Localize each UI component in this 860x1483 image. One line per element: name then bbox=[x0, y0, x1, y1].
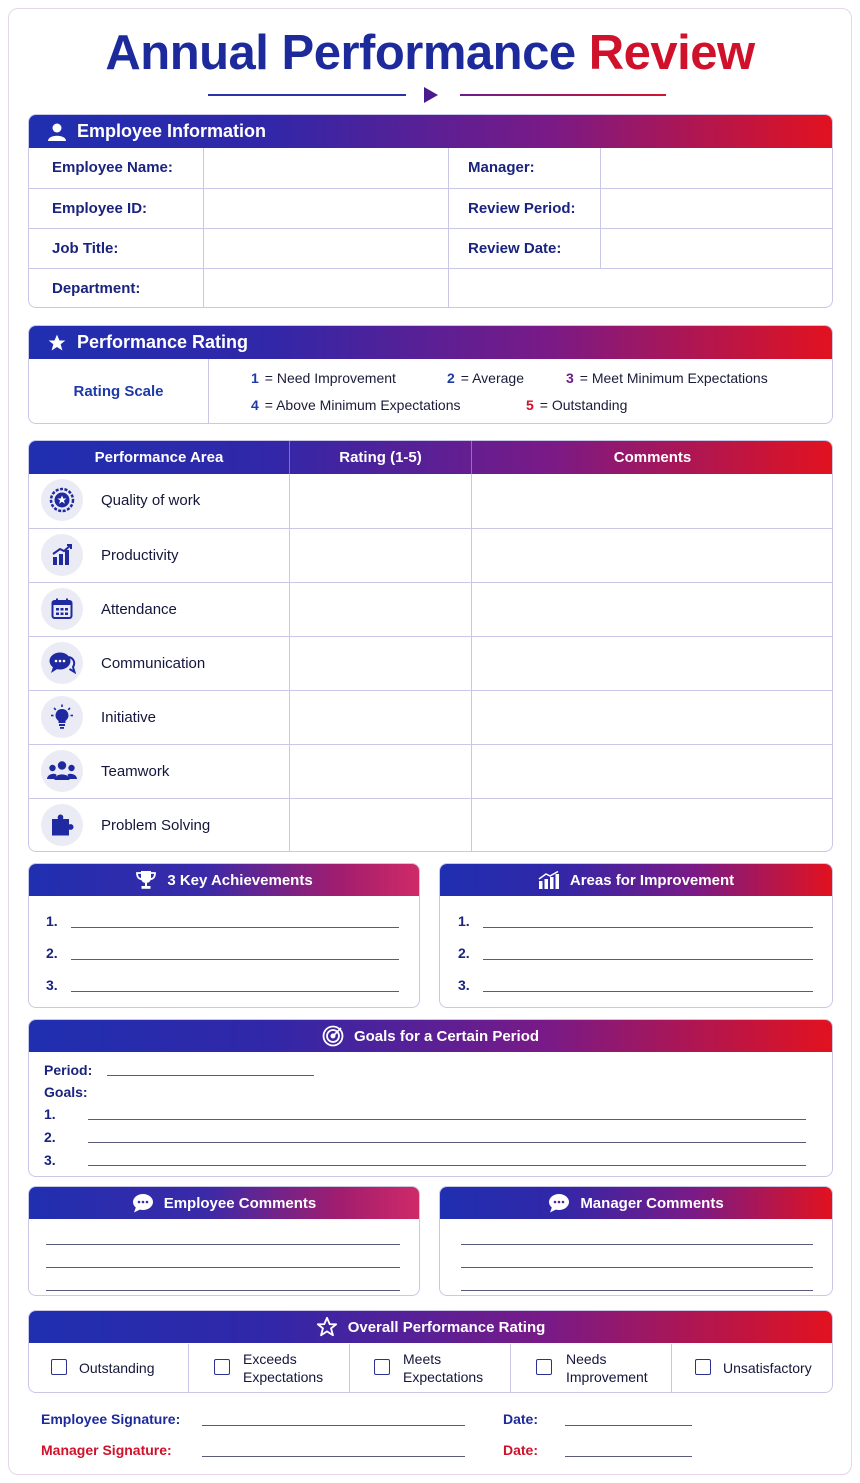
team-icon bbox=[41, 750, 83, 792]
overall-rating-header bbox=[29, 1311, 832, 1343]
employee-comment-line[interactable] bbox=[46, 1290, 400, 1291]
option-label: Exceeds bbox=[243, 1351, 297, 1367]
column-header-area: Performance Area bbox=[94, 449, 224, 466]
rating-option-outstanding[interactable] bbox=[29, 1344, 189, 1392]
achievement-line[interactable] bbox=[71, 927, 399, 928]
improvement-panel bbox=[439, 863, 833, 1008]
scale-item-3: 3 = Meet Minimum Expectations bbox=[566, 370, 768, 386]
employee-info-panel bbox=[28, 114, 833, 308]
table-row bbox=[29, 582, 833, 636]
employee-name-label: Employee Name: bbox=[52, 159, 173, 176]
checkbox[interactable] bbox=[536, 1359, 552, 1375]
manager-comment-line[interactable] bbox=[461, 1267, 813, 1268]
table-row bbox=[29, 528, 833, 582]
achievement-number: 3. bbox=[46, 977, 58, 993]
manager-comment-line[interactable] bbox=[461, 1244, 813, 1245]
area-name: Communication bbox=[101, 655, 206, 672]
table-row bbox=[29, 474, 833, 528]
area-name: Quality of work bbox=[101, 492, 201, 509]
puzzle-icon bbox=[41, 804, 83, 846]
performance-rating-panel bbox=[28, 325, 833, 424]
improvement-line[interactable] bbox=[483, 959, 813, 960]
overall-rating-title: Overall Performance Rating bbox=[347, 1318, 546, 1336]
manager-comment-line[interactable] bbox=[461, 1290, 813, 1291]
badge-star-icon bbox=[41, 479, 83, 521]
area-name: Teamwork bbox=[101, 763, 170, 780]
employee-signature-line[interactable] bbox=[202, 1425, 465, 1426]
review-period-label: Review Period: bbox=[468, 200, 576, 217]
manager-field[interactable] bbox=[601, 148, 833, 188]
employee-signature-label: Employee Signature: bbox=[41, 1411, 181, 1427]
growth-chart-icon bbox=[538, 871, 560, 889]
star-outline-icon bbox=[316, 1316, 338, 1338]
manager-comments-header bbox=[440, 1187, 832, 1219]
review-period-field[interactable] bbox=[601, 189, 833, 229]
option-label-line2: Expectations bbox=[403, 1369, 484, 1385]
employee-info-header bbox=[29, 115, 832, 148]
review-date-label: Review Date: bbox=[468, 240, 562, 257]
title-part-2: Review bbox=[588, 26, 755, 80]
period-label: Period: bbox=[44, 1062, 93, 1078]
rating-cell[interactable] bbox=[290, 583, 471, 637]
chat-bubbles-icon bbox=[41, 642, 83, 684]
option-label: Meets bbox=[403, 1351, 442, 1367]
manager-label: Manager: bbox=[468, 159, 535, 176]
area-name: Productivity bbox=[101, 547, 179, 564]
scale-item-4: 4 = Above Minimum Expectations bbox=[251, 397, 461, 413]
goal-number: 3. bbox=[44, 1152, 56, 1168]
overall-rating-panel bbox=[28, 1310, 833, 1393]
employee-date-label: Date: bbox=[503, 1411, 539, 1427]
job-title-field[interactable] bbox=[204, 229, 448, 269]
option-label: Outstanding bbox=[79, 1360, 155, 1376]
comments-cell[interactable] bbox=[472, 691, 833, 745]
improvement-number: 1. bbox=[458, 913, 470, 929]
page-title bbox=[0, 24, 860, 82]
improvement-header bbox=[440, 864, 832, 896]
checkbox[interactable] bbox=[51, 1359, 67, 1375]
employee-comments-header bbox=[29, 1187, 419, 1219]
employee-date-line[interactable] bbox=[565, 1425, 692, 1426]
goal-number: 2. bbox=[44, 1129, 56, 1145]
employee-comments-panel bbox=[28, 1186, 420, 1296]
goal-number: 1. bbox=[44, 1106, 56, 1122]
table-row bbox=[29, 798, 833, 852]
rating-cell[interactable] bbox=[290, 691, 471, 745]
title-divider bbox=[208, 86, 666, 102]
column-header-comments: Comments bbox=[471, 441, 833, 474]
employee-id-field[interactable] bbox=[204, 189, 448, 229]
table-row bbox=[29, 690, 833, 744]
table-row bbox=[29, 636, 833, 690]
achievement-line[interactable] bbox=[71, 959, 399, 960]
trophy-icon bbox=[135, 870, 157, 890]
performance-rating-header bbox=[29, 326, 832, 359]
goal-line[interactable] bbox=[88, 1119, 806, 1120]
speech-bubble-icon bbox=[132, 1193, 154, 1213]
comments-cell[interactable] bbox=[472, 529, 833, 583]
rating-option-meets[interactable] bbox=[350, 1344, 511, 1392]
employee-name-field[interactable] bbox=[204, 148, 448, 188]
improvement-line[interactable] bbox=[483, 991, 813, 992]
goals-header bbox=[29, 1020, 832, 1052]
department-field[interactable] bbox=[204, 269, 448, 308]
manager-signature-label: Manager Signature: bbox=[41, 1442, 172, 1458]
manager-comments-title: Manager Comments bbox=[580, 1194, 724, 1212]
manager-comments-panel bbox=[439, 1186, 833, 1296]
checkbox[interactable] bbox=[695, 1359, 711, 1375]
improvement-title: Areas for Improvement bbox=[569, 871, 735, 889]
option-label-line2: Improvement bbox=[566, 1369, 648, 1385]
person-icon bbox=[47, 122, 67, 142]
rating-cell[interactable] bbox=[290, 637, 471, 691]
achievement-number: 1. bbox=[46, 913, 58, 929]
goal-line[interactable] bbox=[88, 1165, 806, 1166]
comments-cell[interactable] bbox=[472, 474, 833, 528]
scale-item-2: 2 = Average bbox=[447, 370, 524, 386]
achievements-panel bbox=[28, 863, 420, 1008]
job-title-label: Job Title: bbox=[52, 240, 119, 257]
triangle-arrow-icon bbox=[424, 87, 438, 103]
area-name: Initiative bbox=[101, 709, 157, 726]
scale-item-1: 1 = Need Improvement bbox=[251, 370, 396, 386]
employee-comment-line[interactable] bbox=[46, 1267, 400, 1268]
improvement-line[interactable] bbox=[483, 927, 813, 928]
area-name: Problem Solving bbox=[101, 817, 211, 834]
column-header-rating: Rating (1-5) bbox=[289, 441, 471, 474]
checkbox[interactable] bbox=[214, 1359, 230, 1375]
employee-comment-line[interactable] bbox=[46, 1244, 400, 1245]
employee-comments-title: Employee Comments bbox=[163, 1194, 317, 1212]
table-row bbox=[29, 744, 833, 798]
goals-panel bbox=[28, 1019, 833, 1177]
lightbulb-icon bbox=[41, 696, 83, 738]
comments-cell[interactable] bbox=[472, 745, 833, 799]
speech-bubble-icon bbox=[548, 1193, 570, 1213]
rating-cell[interactable] bbox=[290, 529, 471, 583]
calendar-icon bbox=[41, 588, 83, 630]
achievement-number: 2. bbox=[46, 945, 58, 961]
option-label: Unsatisfactory bbox=[723, 1360, 812, 1376]
title-part-1: Annual Performance bbox=[105, 26, 576, 80]
manager-date-label: Date: bbox=[503, 1442, 539, 1458]
department-label: Department: bbox=[52, 280, 141, 297]
rating-cell[interactable] bbox=[290, 474, 471, 528]
rating-cell[interactable] bbox=[290, 799, 471, 852]
scale-item-5: 5 = Outstanding bbox=[526, 397, 628, 413]
period-line[interactable] bbox=[107, 1075, 314, 1076]
rating-option-needs-improvement[interactable] bbox=[511, 1344, 672, 1392]
goals-label: Goals: bbox=[44, 1084, 88, 1100]
table-header bbox=[29, 441, 833, 474]
manager-date-line[interactable] bbox=[565, 1456, 692, 1457]
improvement-number: 2. bbox=[458, 945, 470, 961]
goals-title: Goals for a Certain Period bbox=[353, 1027, 540, 1045]
review-date-field[interactable] bbox=[601, 229, 833, 269]
rating-cell[interactable] bbox=[290, 745, 471, 799]
comments-cell[interactable] bbox=[472, 799, 833, 852]
performance-areas-table bbox=[28, 440, 833, 852]
option-label: Needs bbox=[566, 1351, 607, 1367]
option-label-line2: Expectations bbox=[243, 1369, 324, 1385]
rating-option-exceeds[interactable] bbox=[189, 1344, 350, 1392]
checkbox[interactable] bbox=[374, 1359, 390, 1375]
bar-chart-icon bbox=[41, 534, 83, 576]
achievements-header bbox=[29, 864, 419, 896]
area-name: Attendance bbox=[101, 601, 177, 618]
rating-option-unsatisfactory[interactable] bbox=[672, 1344, 833, 1392]
achievement-line[interactable] bbox=[71, 991, 399, 992]
comments-cell[interactable] bbox=[472, 637, 833, 691]
achievements-title: 3 Key Achievements bbox=[167, 871, 313, 889]
performance-rating-title: Performance Rating bbox=[77, 332, 249, 352]
star-icon bbox=[47, 333, 67, 353]
rating-scale-label: Rating Scale bbox=[29, 359, 209, 424]
target-icon bbox=[322, 1025, 344, 1047]
employee-id-label: Employee ID: bbox=[52, 200, 148, 217]
comments-cell[interactable] bbox=[472, 583, 833, 637]
goal-line[interactable] bbox=[88, 1142, 806, 1143]
employee-info-title: Employee Information bbox=[77, 121, 267, 141]
improvement-number: 3. bbox=[458, 977, 470, 993]
manager-signature-line[interactable] bbox=[202, 1456, 465, 1457]
